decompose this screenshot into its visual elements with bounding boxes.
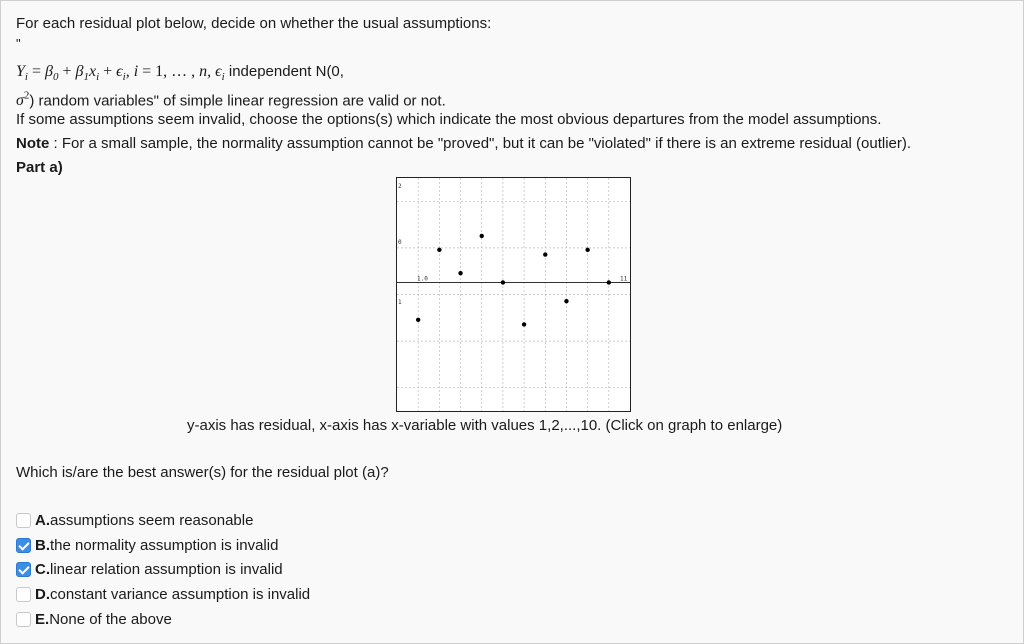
data-point <box>585 248 589 252</box>
option-b-checkbox[interactable] <box>16 538 31 553</box>
option-d-text: constant variance assumption is invalid <box>50 585 311 603</box>
option-a-letter: A. <box>35 511 50 529</box>
data-point <box>543 252 547 256</box>
data-point <box>458 271 462 275</box>
option-c-letter: C. <box>35 560 50 578</box>
plot-caption: y-axis has residual, x-axis has x-variable with values 1,2,...,10. (Click on graph to enlarge) <box>187 417 783 434</box>
data-point <box>437 248 441 252</box>
option-d-checkbox[interactable] <box>16 587 31 602</box>
option-e-checkbox[interactable] <box>16 612 31 627</box>
model-line2: $\sigma^2$) random variables" of simple linear regression are valid or not. <box>16 90 446 110</box>
note-text: Note : For a small sample, the normality assumption cannot be "proved", but it can be "violated" if there is an extreme residual (outlier). <box>16 135 912 152</box>
note-label: Note <box>16 135 50 152</box>
x-tick-label: 1.0 <box>417 275 428 283</box>
part-label: Part a) <box>16 159 63 176</box>
option-a[interactable] <box>16 510 253 530</box>
y-tick-label: 0 <box>398 239 402 246</box>
option-a-text: assumptions seem reasonable <box>50 511 254 529</box>
option-c-text: linear relation assumption is invalid <box>50 560 283 578</box>
quote-mark: " <box>16 36 21 51</box>
model-equation: $Y_i = \beta_0 + \beta_1x_i + \epsilon_i$, i = 1, … , n, $\epsilon_i$ independent N(0, <box>16 63 344 84</box>
option-d-letter: D. <box>35 585 50 603</box>
data-point <box>564 299 568 303</box>
residual-plot[interactable] <box>396 177 631 412</box>
data-point <box>501 280 505 284</box>
residual-plot-svg <box>397 178 630 411</box>
option-c[interactable] <box>16 559 283 579</box>
option-e-text: None of the above <box>49 610 172 628</box>
option-e[interactable] <box>16 609 172 629</box>
option-b-letter: B. <box>35 536 50 554</box>
answer-prompt: Which is/are the best answer(s) for the residual plot (a)? <box>16 464 389 481</box>
data-point <box>416 318 420 322</box>
option-a-checkbox[interactable] <box>16 513 31 528</box>
data-point <box>607 280 611 284</box>
y-tick-label: 2 <box>398 183 402 190</box>
question-intro: For each residual plot below, decide on whether the usual assumptions: <box>16 15 492 32</box>
option-d[interactable] <box>16 584 310 604</box>
option-b-text: the normality assumption is invalid <box>50 536 279 554</box>
option-b[interactable] <box>16 535 278 555</box>
y-tick-label: 1 <box>398 299 402 306</box>
instruction-text: If some assumptions seem invalid, choose the options(s) which indicate the most obvious departures from the model assumptions. <box>16 111 882 128</box>
x-tick-label: 11 <box>620 275 628 283</box>
option-c-checkbox[interactable] <box>16 562 31 577</box>
data-point <box>480 234 484 238</box>
model-tail: independent N(0, <box>228 63 344 80</box>
option-e-letter: E. <box>35 610 50 628</box>
data-point <box>522 322 526 326</box>
